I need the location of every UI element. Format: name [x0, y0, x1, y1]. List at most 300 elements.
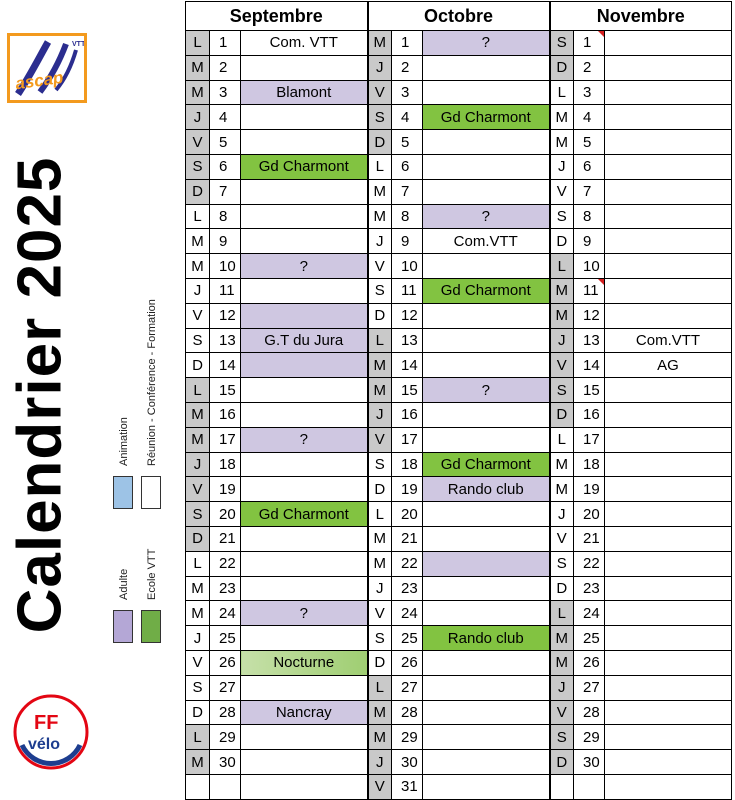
- weekday-letter: M: [368, 204, 392, 229]
- weekday-letter: S: [368, 452, 392, 477]
- event-cell: [241, 353, 368, 378]
- day-number: 4: [392, 105, 423, 130]
- weekday-letter: J: [368, 229, 392, 254]
- event-cell: ?: [241, 254, 368, 279]
- weekday-letter: S: [550, 725, 574, 750]
- event-cell: [605, 179, 732, 204]
- event-cell: Com.VTT: [605, 328, 732, 353]
- weekday-letter: M: [550, 303, 574, 328]
- day-number: 21: [392, 526, 423, 551]
- weekday-letter: M: [550, 105, 574, 130]
- day-number: 2: [210, 55, 241, 80]
- day-number: 18: [392, 452, 423, 477]
- day-number: 21: [574, 526, 605, 551]
- event-cell: [423, 154, 550, 179]
- weekday-letter: L: [368, 502, 392, 527]
- legend-swatch-adulte: [113, 610, 133, 643]
- event-cell: [605, 725, 732, 750]
- weekday-letter: M: [550, 452, 574, 477]
- day-number: 20: [574, 502, 605, 527]
- event-cell: ?: [423, 378, 550, 403]
- weekday-letter: D: [368, 477, 392, 502]
- weekday-letter: S: [368, 626, 392, 651]
- month-header: Novembre: [550, 2, 732, 31]
- calendar-row: [186, 204, 732, 229]
- weekday-letter: V: [550, 179, 574, 204]
- legend-swatch-reunion: [141, 476, 161, 509]
- weekday-letter: J: [550, 675, 574, 700]
- day-number: 7: [574, 179, 605, 204]
- event-cell: [241, 626, 368, 651]
- day-number: 15: [392, 378, 423, 403]
- day-number: 1: [210, 31, 241, 56]
- day-number: 6: [210, 154, 241, 179]
- calendar-row: [186, 179, 732, 204]
- weekday-letter: L: [186, 725, 210, 750]
- calendar-row: [186, 477, 732, 502]
- calendar-row: [186, 526, 732, 551]
- day-number: 23: [392, 576, 423, 601]
- day-number: 22: [392, 551, 423, 576]
- day-number: 9: [392, 229, 423, 254]
- weekday-letter: M: [368, 725, 392, 750]
- day-number: 25: [574, 626, 605, 651]
- weekday-letter: M: [368, 700, 392, 725]
- day-number: 2: [392, 55, 423, 80]
- weekday-letter: D: [550, 750, 574, 775]
- weekday-letter: J: [550, 154, 574, 179]
- event-cell: Nancray: [241, 700, 368, 725]
- weekday-letter: L: [368, 154, 392, 179]
- day-number: 19: [574, 477, 605, 502]
- day-number: 3: [392, 80, 423, 105]
- day-number: 24: [210, 601, 241, 626]
- calendar-row: [186, 427, 732, 452]
- weekday-letter: V: [186, 130, 210, 155]
- day-number: 21: [210, 526, 241, 551]
- event-cell: [605, 576, 732, 601]
- weekday-letter: M: [186, 80, 210, 105]
- event-cell: [423, 130, 550, 155]
- event-cell: Com. VTT: [241, 31, 368, 56]
- weekday-letter: L: [186, 31, 210, 56]
- day-number: 8: [210, 204, 241, 229]
- day-number: 24: [392, 601, 423, 626]
- weekday-letter: J: [368, 402, 392, 427]
- event-cell: [605, 675, 732, 700]
- event-cell: [605, 601, 732, 626]
- weekday-letter: D: [186, 353, 210, 378]
- day-number: 4: [210, 105, 241, 130]
- event-cell: [605, 55, 732, 80]
- weekday-letter: S: [550, 204, 574, 229]
- day-number: 30: [210, 750, 241, 775]
- weekday-letter: M: [368, 179, 392, 204]
- weekday-letter: D: [368, 303, 392, 328]
- weekday-letter: S: [550, 551, 574, 576]
- day-number: 18: [574, 452, 605, 477]
- event-cell: [423, 254, 550, 279]
- weekday-letter: D: [550, 229, 574, 254]
- weekday-letter: L: [550, 427, 574, 452]
- event-cell: [241, 378, 368, 403]
- weekday-letter: D: [550, 402, 574, 427]
- calendar-row: [186, 502, 732, 527]
- weekday-letter: [550, 774, 574, 799]
- day-number: 6: [392, 154, 423, 179]
- day-number: 17: [574, 427, 605, 452]
- day-number: 10: [574, 254, 605, 279]
- day-number: 31: [392, 774, 423, 799]
- calendar-row: [186, 452, 732, 477]
- day-number: 14: [210, 353, 241, 378]
- weekday-letter: L: [186, 378, 210, 403]
- event-cell: [241, 477, 368, 502]
- day-number: 25: [392, 626, 423, 651]
- weekday-letter: S: [368, 105, 392, 130]
- calendar-row: [186, 105, 732, 130]
- event-cell: [423, 725, 550, 750]
- event-cell: [241, 750, 368, 775]
- weekday-letter: J: [186, 452, 210, 477]
- weekday-letter: D: [368, 130, 392, 155]
- day-number: 16: [210, 402, 241, 427]
- weekday-letter: J: [368, 576, 392, 601]
- day-number: 22: [210, 551, 241, 576]
- event-cell: Blamont: [241, 80, 368, 105]
- weekday-letter: D: [550, 55, 574, 80]
- event-cell: G.T du Jura: [241, 328, 368, 353]
- ascap-logo: [7, 33, 87, 103]
- weekday-letter: M: [550, 477, 574, 502]
- weekday-letter: J: [186, 278, 210, 303]
- ffvelo-logo: [12, 693, 90, 771]
- event-cell: [423, 601, 550, 626]
- day-number: 30: [392, 750, 423, 775]
- event-cell: [241, 452, 368, 477]
- day-number: 22: [574, 551, 605, 576]
- event-cell: [605, 204, 732, 229]
- weekday-letter: D: [186, 700, 210, 725]
- weekday-letter: M: [550, 278, 574, 303]
- calendar-row: [186, 551, 732, 576]
- weekday-letter: V: [368, 427, 392, 452]
- day-number: 28: [210, 700, 241, 725]
- event-cell: AG: [605, 353, 732, 378]
- event-cell: [423, 502, 550, 527]
- day-number: 14: [574, 353, 605, 378]
- month-header: Septembre: [186, 2, 368, 31]
- weekday-letter: S: [186, 154, 210, 179]
- event-cell: Com.VTT: [423, 229, 550, 254]
- day-number: 27: [392, 675, 423, 700]
- weekday-letter: M: [550, 130, 574, 155]
- calendar-row: [186, 750, 732, 775]
- event-cell: [605, 402, 732, 427]
- weekday-letter: D: [368, 650, 392, 675]
- day-number: [210, 774, 241, 799]
- event-cell: [241, 204, 368, 229]
- weekday-letter: J: [368, 55, 392, 80]
- event-cell: [423, 774, 550, 799]
- weekday-letter: J: [368, 750, 392, 775]
- day-number: 26: [210, 650, 241, 675]
- ascap-logo-icon: [10, 36, 84, 100]
- day-number: 13: [574, 328, 605, 353]
- event-cell: [423, 179, 550, 204]
- day-number: 5: [392, 130, 423, 155]
- calendar-row: [186, 328, 732, 353]
- day-number: 23: [210, 576, 241, 601]
- event-cell: [423, 750, 550, 775]
- event-cell: [423, 427, 550, 452]
- day-number: 10: [210, 254, 241, 279]
- day-number: 2: [574, 55, 605, 80]
- weekday-letter: M: [186, 601, 210, 626]
- event-cell: [605, 378, 732, 403]
- event-cell: [241, 774, 368, 799]
- day-number: 17: [210, 427, 241, 452]
- event-cell: [423, 55, 550, 80]
- event-cell: [423, 526, 550, 551]
- event-cell: [605, 105, 732, 130]
- legend-swatch-animation: [113, 476, 133, 509]
- event-cell: [423, 80, 550, 105]
- event-cell: [605, 626, 732, 651]
- event-cell: [605, 551, 732, 576]
- weekday-letter: L: [368, 328, 392, 353]
- event-cell: [605, 502, 732, 527]
- calendar-row: [186, 725, 732, 750]
- day-number: 1: [574, 31, 605, 56]
- calendar-row: [186, 55, 732, 80]
- calendar-row: [186, 80, 732, 105]
- weekday-letter: S: [368, 278, 392, 303]
- event-cell: [605, 650, 732, 675]
- event-cell: [605, 427, 732, 452]
- weekday-letter: D: [186, 179, 210, 204]
- event-cell: [605, 700, 732, 725]
- event-cell: [241, 551, 368, 576]
- event-cell: [423, 700, 550, 725]
- svg-text:vélo: vélo: [28, 736, 61, 753]
- event-cell: [423, 576, 550, 601]
- weekday-letter: V: [550, 700, 574, 725]
- event-cell: [605, 31, 732, 56]
- weekday-letter: M: [186, 55, 210, 80]
- day-number: 15: [210, 378, 241, 403]
- day-number: 3: [210, 80, 241, 105]
- calendar-row: [186, 303, 732, 328]
- calendar-row: [186, 601, 732, 626]
- day-number: 9: [574, 229, 605, 254]
- event-cell: [241, 576, 368, 601]
- event-cell: Gd Charmont: [241, 502, 368, 527]
- event-cell: ?: [423, 31, 550, 56]
- day-number: 25: [210, 626, 241, 651]
- event-cell: [605, 303, 732, 328]
- weekday-letter: V: [550, 526, 574, 551]
- day-number: 20: [392, 502, 423, 527]
- weekday-letter: S: [186, 502, 210, 527]
- day-number: 11: [210, 278, 241, 303]
- weekday-letter: L: [186, 204, 210, 229]
- event-cell: ?: [423, 204, 550, 229]
- event-cell: [241, 725, 368, 750]
- weekday-letter: V: [186, 303, 210, 328]
- event-cell: [241, 402, 368, 427]
- weekday-letter: M: [368, 31, 392, 56]
- day-number: 29: [210, 725, 241, 750]
- weekday-letter: J: [186, 105, 210, 130]
- event-cell: ?: [241, 601, 368, 626]
- day-number: 29: [392, 725, 423, 750]
- day-number: [574, 774, 605, 799]
- weekday-letter: L: [550, 80, 574, 105]
- event-cell: Gd Charmont: [423, 105, 550, 130]
- weekday-letter: L: [186, 551, 210, 576]
- weekday-letter: J: [186, 626, 210, 651]
- day-number: 29: [574, 725, 605, 750]
- day-number: 4: [574, 105, 605, 130]
- weekday-letter: M: [368, 378, 392, 403]
- day-number: 19: [210, 477, 241, 502]
- day-number: 16: [574, 402, 605, 427]
- day-number: 24: [574, 601, 605, 626]
- weekday-letter: V: [186, 650, 210, 675]
- event-cell: [605, 154, 732, 179]
- ffvelo-logo-icon: [12, 693, 90, 771]
- event-cell: [423, 551, 550, 576]
- day-number: 3: [574, 80, 605, 105]
- day-number: 26: [574, 650, 605, 675]
- event-cell: Gd Charmont: [241, 154, 368, 179]
- event-cell: [605, 80, 732, 105]
- day-number: 9: [210, 229, 241, 254]
- weekday-letter: M: [186, 254, 210, 279]
- event-cell: [241, 675, 368, 700]
- calendar-row: [186, 31, 732, 56]
- weekday-letter: D: [550, 576, 574, 601]
- weekday-letter: J: [550, 502, 574, 527]
- event-cell: [423, 303, 550, 328]
- calendar-row: [186, 700, 732, 725]
- weekday-letter: S: [550, 378, 574, 403]
- calendar-row: [186, 675, 732, 700]
- weekday-letter: S: [186, 328, 210, 353]
- day-number: 8: [392, 204, 423, 229]
- event-cell: [241, 105, 368, 130]
- svg-text:ascap: ascap: [14, 67, 65, 94]
- event-cell: [605, 278, 732, 303]
- weekday-letter: V: [368, 254, 392, 279]
- month-header: Octobre: [368, 2, 550, 31]
- weekday-letter: D: [186, 526, 210, 551]
- weekday-letter: S: [186, 675, 210, 700]
- day-number: 6: [574, 154, 605, 179]
- event-cell: [423, 650, 550, 675]
- calendar-row: [186, 229, 732, 254]
- calendar-table: [185, 1, 732, 800]
- day-number: 16: [392, 402, 423, 427]
- calendar-row: [186, 353, 732, 378]
- calendar-row: [186, 576, 732, 601]
- event-cell: [241, 179, 368, 204]
- event-cell: [605, 229, 732, 254]
- event-cell: Gd Charmont: [423, 278, 550, 303]
- legend-label-reunion: Réunion - Conférence - Formation: [146, 299, 158, 466]
- calendar-row: [186, 402, 732, 427]
- day-number: 27: [574, 675, 605, 700]
- day-number: 1: [392, 31, 423, 56]
- day-number: 15: [574, 378, 605, 403]
- day-number: 30: [574, 750, 605, 775]
- weekday-letter: M: [368, 526, 392, 551]
- event-cell: [423, 328, 550, 353]
- weekday-letter: M: [368, 353, 392, 378]
- day-number: 28: [392, 700, 423, 725]
- calendar-row: [186, 278, 732, 303]
- event-cell: [241, 278, 368, 303]
- event-cell: [241, 130, 368, 155]
- event-cell: [605, 774, 732, 799]
- calendar-row: [186, 774, 732, 799]
- calendar-row: [186, 378, 732, 403]
- day-number: 8: [574, 204, 605, 229]
- calendar-row: [186, 254, 732, 279]
- weekday-letter: V: [368, 601, 392, 626]
- weekday-letter: M: [368, 551, 392, 576]
- weekday-letter: L: [550, 254, 574, 279]
- day-number: 20: [210, 502, 241, 527]
- day-number: 18: [210, 452, 241, 477]
- event-cell: [423, 353, 550, 378]
- weekday-letter: M: [186, 229, 210, 254]
- sidebar: [0, 0, 184, 800]
- day-number: 5: [574, 130, 605, 155]
- calendar-row: [186, 154, 732, 179]
- calendar-row: [186, 626, 732, 651]
- day-number: 13: [392, 328, 423, 353]
- calendar-row: [186, 650, 732, 675]
- day-number: 27: [210, 675, 241, 700]
- weekday-letter: L: [550, 601, 574, 626]
- weekday-letter: J: [550, 328, 574, 353]
- event-cell: [605, 526, 732, 551]
- event-cell: [605, 452, 732, 477]
- event-cell: [605, 750, 732, 775]
- weekday-letter: V: [550, 353, 574, 378]
- day-number: 7: [210, 179, 241, 204]
- weekday-letter: S: [550, 31, 574, 56]
- day-number: 10: [392, 254, 423, 279]
- event-cell: [241, 55, 368, 80]
- weekday-letter: M: [550, 650, 574, 675]
- weekday-letter: V: [186, 477, 210, 502]
- day-number: 14: [392, 353, 423, 378]
- day-number: 11: [574, 278, 605, 303]
- month-header-row: [186, 2, 732, 31]
- event-cell: Gd Charmont: [423, 452, 550, 477]
- day-number: 28: [574, 700, 605, 725]
- day-number: 17: [392, 427, 423, 452]
- legend-label-ecole: Ecole VTT: [146, 548, 158, 600]
- weekday-letter: V: [368, 80, 392, 105]
- calendar-row: [186, 130, 732, 155]
- day-number: 26: [392, 650, 423, 675]
- weekday-letter: M: [186, 750, 210, 775]
- weekday-letter: M: [186, 402, 210, 427]
